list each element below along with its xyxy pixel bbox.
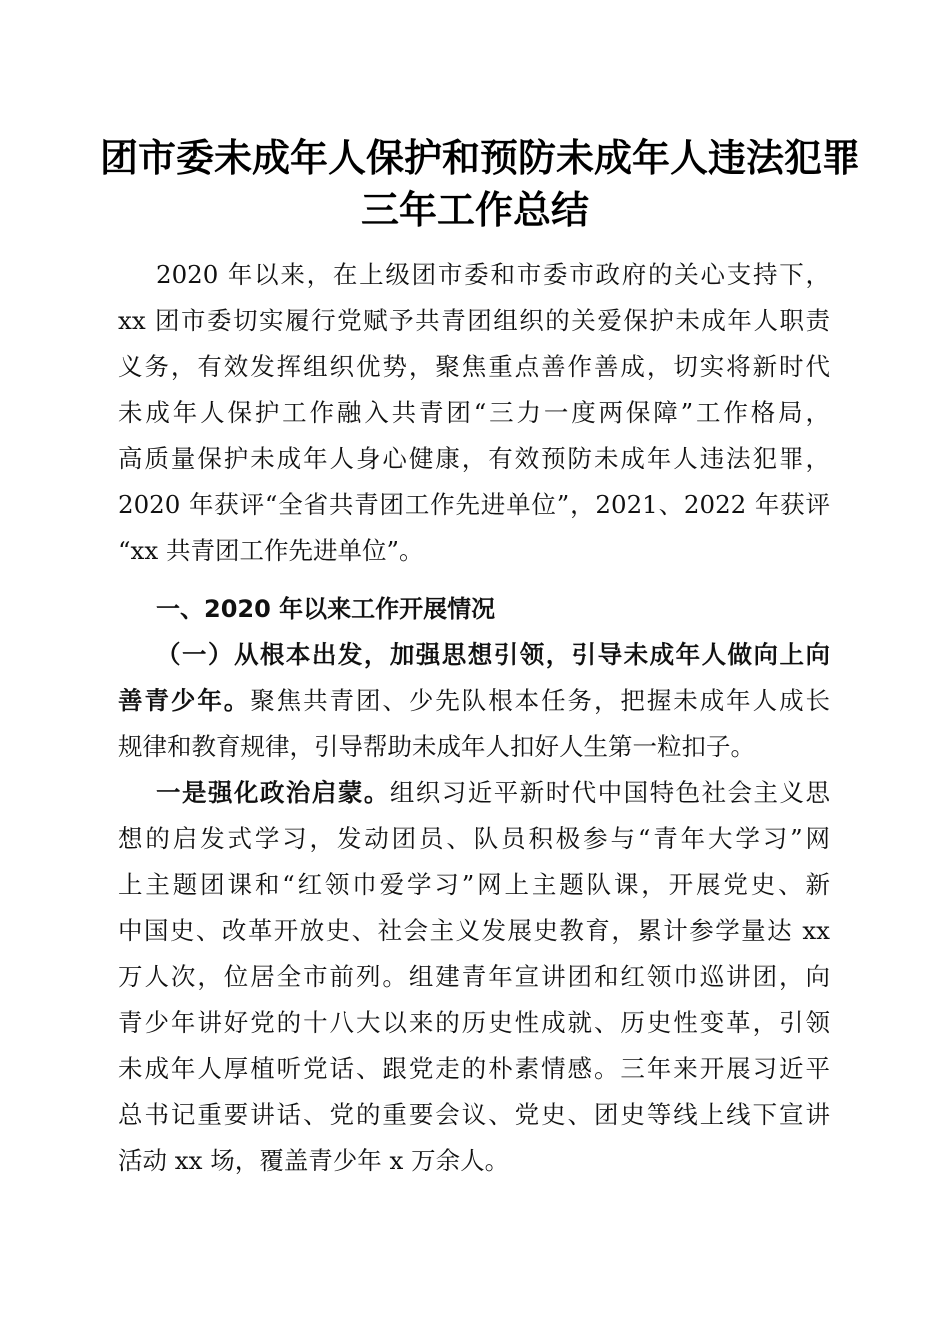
document-title-line-2: 三年工作总结: [360, 187, 589, 232]
subsection-1-line-3: 规律和教育规律，引导帮助未成年人扣好人生第一粒扣子。: [118, 732, 755, 761]
politics-line-1-text: 组织习近平新时代中国特色社会主义思: [389, 778, 831, 807]
paragraph-1-line-4: 未成年人保护工作融入共青团“三力一度两保障”工作格局，: [118, 398, 830, 427]
subsection-1-heading-line-1: （一）从根本出发，加强思想引领，引导未成年人做向上向: [156, 640, 830, 669]
subsection-1-heading-line-2: 善青少年。: [118, 686, 251, 715]
politics-paragraph-line-4: 中国史、改革开放史、社会主义发展史教育，累计参学量达 xx: [118, 916, 830, 945]
subsection-1-line-2: [118, 678, 830, 724]
paragraph-1-line-1: 2020 年以来，在上级团市委和市委市政府的关心支持下，: [156, 260, 830, 289]
section-1-heading: 一、2020 年以来工作开展情况: [156, 595, 496, 623]
paragraph-1-line-6: 2020 年获评“全省共青团工作先进单位”，2021、2022 年获评: [118, 490, 830, 519]
politics-paragraph-line-6: 青少年讲好党的十八大以来的历史性成就、历史性变革，引领: [118, 1008, 830, 1037]
politics-paragraph-line-1: [156, 770, 830, 816]
document-title-line-1: 团市委未成年人保护和预防未成年人违法犯罪: [100, 135, 861, 180]
paragraph-1-line-7: “xx 共青团工作先进单位”。: [118, 536, 424, 565]
politics-paragraph-line-9: 活动 xx 场，覆盖青少年 x 万余人。: [118, 1146, 510, 1175]
politics-paragraph-line-7: 未成年人厚植听党话、跟党走的朴素情感。三年来开展习近平: [118, 1054, 830, 1083]
politics-paragraph-line-3: 上主题团课和“红领巾爱学习”网上主题队课，开展党史、新: [118, 870, 830, 899]
politics-paragraph-line-8: 总书记重要讲话、党的重要会议、党史、团史等线上线下宣讲: [118, 1100, 830, 1129]
subsection-1-text: 聚焦共青团、少先队根本任务，把握未成年人成长: [250, 686, 831, 715]
paragraph-1-line-2: xx 团市委切实履行党赋予共青团组织的关爱保护未成年人职责: [118, 306, 830, 335]
politics-paragraph-line-5: 万人次，位居全市前列。组建青年宣讲团和红领巾巡讲团，向: [118, 962, 830, 991]
paragraph-1-line-5: 高质量保护未成年人身心健康，有效预防未成年人违法犯罪，: [118, 444, 830, 473]
politics-lead: 一是强化政治启蒙。: [156, 778, 390, 807]
paragraph-1-line-3: 义务，有效发挥组织优势，聚焦重点善作善成，切实将新时代: [118, 352, 830, 381]
politics-paragraph-line-2: 想的启发式学习，发动团员、队员积极参与“青年大学习”网: [118, 824, 830, 853]
